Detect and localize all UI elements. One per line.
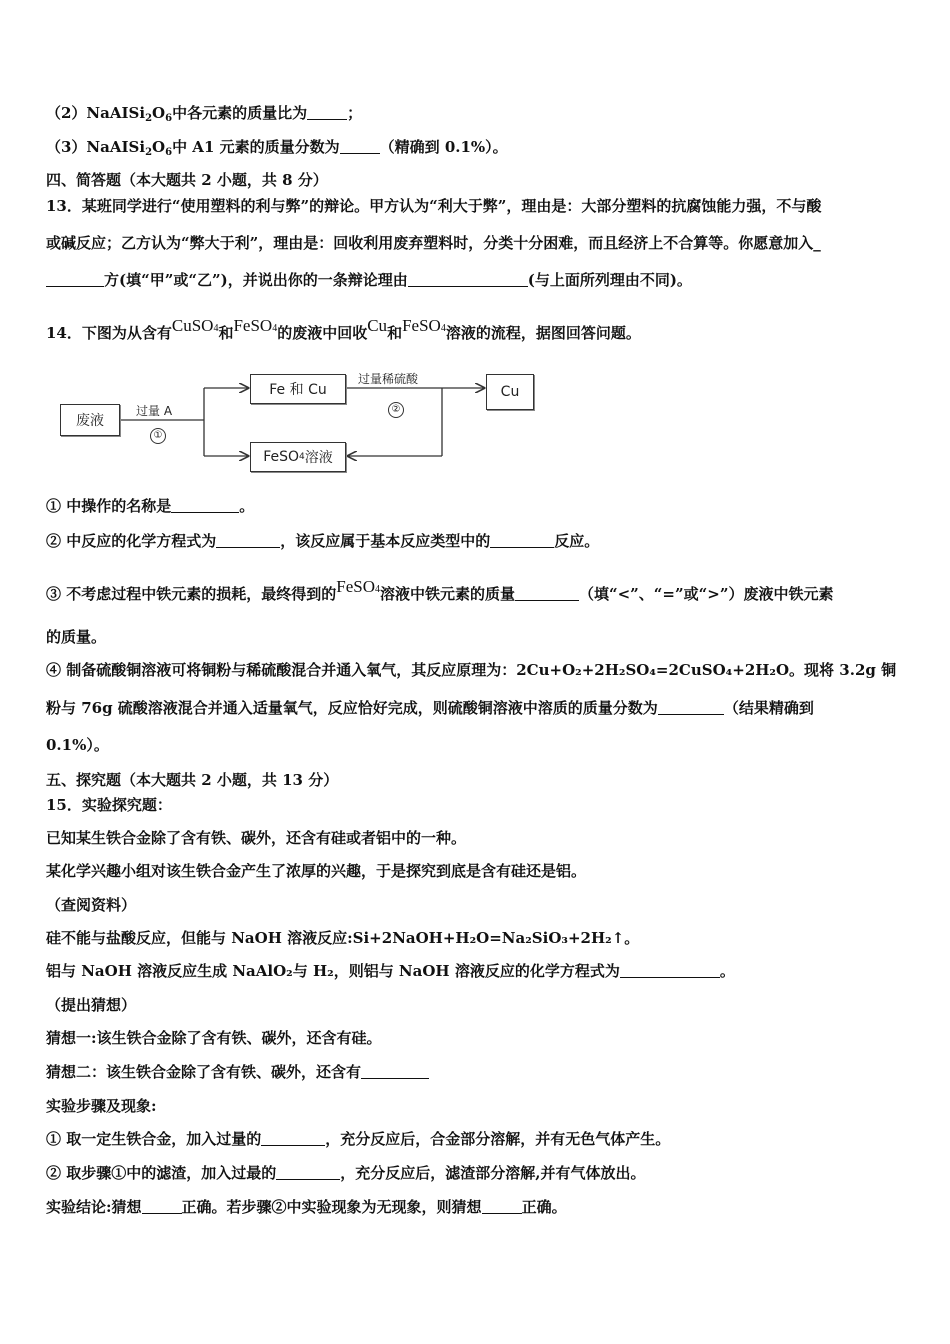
cuso4-formula [172,316,219,335]
q13-line3-end: (与上面所列理由不同)。 [527,271,692,289]
feso4-sub-3: 4 [374,584,380,595]
q14-sub2-text: ② 中反应的化学方程式为 [46,532,217,550]
q15-title: 15．实验探究题： [46,796,172,814]
answer-blank[interactable] [261,1131,325,1146]
q12-part3 [46,137,908,163]
q15-guess2 [46,1062,908,1082]
step1-label: 过量 A [136,404,173,418]
q15-conclusion [46,1197,908,1217]
answer-blank[interactable] [307,105,347,120]
feso4-formula-3 [336,577,380,596]
q15-heading-research: （查阅资料） [46,896,137,914]
cuso4-sub: 4 [213,323,219,334]
answer-blank[interactable] [408,272,528,287]
q12-2-end: ； [347,104,363,122]
q15-step2-end: ，充分反应后，滤渣部分溶解,并有气体放出。 [340,1164,646,1182]
answer-blank[interactable] [171,498,239,513]
q12-3-sub2: 6 [165,147,173,158]
answer-blank[interactable] [658,700,724,715]
feso4-box-main: FeSO [263,449,300,465]
q15-reference1: 硅不能与盐酸反应，但能与 NaOH 溶液反应:Si+2NaOH+H₂O=Na₂SiO₃+2H₂↑。 [46,929,640,947]
q12-2-prefix: （2）NaAISi [46,104,146,122]
q15-conclusion-end: 正确。 [521,1198,567,1216]
q15-guess2-text: 猜想二：该生铁合金除了含有铁、碳外，还含有 [46,1063,362,1081]
q12-2-sub1: 2 [145,113,153,124]
q14-sub2-end: 反应。 [554,532,600,550]
section-4-title: 四、简答题（本大题共 2 小题，共 8 分） [46,171,328,189]
answer-blank[interactable] [490,533,554,548]
step2-number: ② [388,402,404,418]
q14-sub4-line2 [46,698,908,718]
answer-blank[interactable] [482,1199,522,1214]
q14-intro-prefix: 14．下图为从含有 [46,324,172,342]
q13-line3-text: 方(填“甲”或“乙”)，并说出你的一条辩论理由 [104,271,408,289]
q14-and1: 和 [218,324,234,342]
q15-heading-hypothesis: （提出猜想） [46,996,137,1014]
q15-reference2-text: 铝与 NaOH 溶液反应生成 NaAlO₂与 H₂，则铝与 NaOH 溶液反应的化学方程式为 [46,962,620,980]
feso4-sub: 4 [272,323,278,334]
q12-part2 [46,103,908,129]
feso4-solution-box [250,442,346,472]
q14-sub3-line2: 的质量。 [46,628,107,646]
q14-sub3 [46,577,908,604]
q15-heading-steps: 实验步骤及现象: [46,1097,157,1115]
answer-blank[interactable] [46,272,104,287]
q12-3-end: （精确到 0.1%）。 [379,138,508,156]
q14-sub1-end: 。 [239,497,255,515]
q14-intro-end: 溶液的流程，据图回答问题。 [445,324,641,342]
q15-para1: 已知某生铁合金除了含有铁、碳外，还含有硅或者铝中的一种。 [46,829,467,847]
answer-blank[interactable] [216,533,280,548]
cuso4-main: CuSO [171,316,214,335]
q14-sub4-line3: 0.1%）。 [46,736,109,754]
q13-line2: 或碱反应；乙方认为“弊大于利”，理由是：回收利用废弃塑料时，分类十分困难，而且经济上不合算等。你愿意加入_ [46,234,821,252]
answer-blank[interactable] [620,963,720,978]
feso4-box-sub: 4 [299,452,305,462]
q15-reference2 [46,961,908,981]
q14-sub3-text: ③ 不考虑过程中铁元素的损耗，最终得到的 [46,585,337,603]
q13-line1: 13．某班同学进行“使用塑料的利与弊”的辩论。甲方认为“利大于弊”，理由是：大部分塑料的抗腐蚀能力强，不与酸 [46,197,822,215]
answer-blank[interactable] [276,1165,340,1180]
feso4-box-end: 溶液 [304,450,333,466]
q12-2-text: 中各元素的质量比为 [172,104,308,122]
q14-sub1 [46,496,908,516]
q14-intro [46,316,908,343]
feso4-formula-2 [402,316,446,335]
q14-sub3-mid: 溶液中铁元素的质量 [379,585,515,603]
q12-3-o: O [152,138,166,156]
q15-para2: 某化学兴趣小组对该生铁合金产生了浓厚的兴趣，于是探究到底是含有硅还是铝。 [46,862,587,880]
q15-step2 [46,1163,908,1183]
q14-sub3-end: （填“<”、“=”或“>”）废液中铁元素 [578,585,834,603]
q12-2-sub2: 6 [165,113,173,124]
q15-reference2-end: 。 [719,962,735,980]
q15-step1-end: ，充分反应后，合金部分溶解，并有无色气体产生。 [325,1130,671,1148]
q15-step2-text: ② 取步骤①中的滤渣，加入过最的 [46,1164,277,1182]
q12-3-prefix: （3）NaAISi [46,138,146,156]
q13-line3 [46,270,908,290]
q14-sub4-text: 粉与 76g 硫酸溶液混合并通入适量氧气，反应恰好完成，则硫酸铜溶液中溶质的质量分数为 [46,699,658,717]
answer-blank[interactable] [142,1199,182,1214]
q14-sub1-text: ① 中操作的名称是 [46,497,172,515]
feso4-main-2: FeSO [402,316,441,335]
section-5-title: 五、探究题（本大题共 2 小题，共 13 分） [46,771,339,789]
cu-formula: Cu [367,316,388,335]
answer-blank[interactable] [340,139,380,154]
q15-step1 [46,1129,908,1149]
q15-step1-text: ① 取一定生铁合金，加入过量的 [46,1130,262,1148]
answer-blank[interactable] [361,1064,429,1079]
q12-3-sub1: 2 [145,147,153,158]
feso4-main-3: FeSO [336,577,375,596]
q15-conclusion-mid: 正确。若步骤②中实验现象为无现象，则猜想 [181,1198,482,1216]
q15-guess1: 猜想一:该生铁合金除了含有铁、碳外，还含有硅。 [46,1029,382,1047]
q12-3-text: 中 A1 元素的质量分数为 [172,138,340,156]
flow-diagram [58,368,548,478]
answer-blank[interactable] [515,586,579,601]
cu-box: Cu [486,374,534,410]
feso4-sub-2: 4 [440,323,446,334]
step2-label: 过量稀硫酸 [358,372,419,386]
q14-sub2 [46,531,908,551]
feso4-main: FeSO [233,316,273,335]
fe-cu-box: Fe 和 Cu [250,374,346,404]
q15-conclusion-text: 实验结论:猜想 [46,1198,142,1216]
q14-and2: 和 [387,324,403,342]
q12-2-o: O [152,104,166,122]
q14-sub2-mid: ，该反应属于基本反应类型中的 [280,532,491,550]
q14-sub4-end: （结果精确到 [723,699,814,717]
q14-intro-mid: 的废液中回收 [277,324,368,342]
q14-sub4-line1: ④ 制备硫酸铜溶液可将铜粉与稀硫酸混合并通入氧气，其反应原理为：2Cu+O₂+2H₂SO₄=2CuSO₄+2H₂O。现将 3.2g 铜 [46,661,897,679]
waste-box: 废液 [60,404,120,436]
feso4-formula [233,316,277,335]
step1-number: ① [150,428,166,444]
